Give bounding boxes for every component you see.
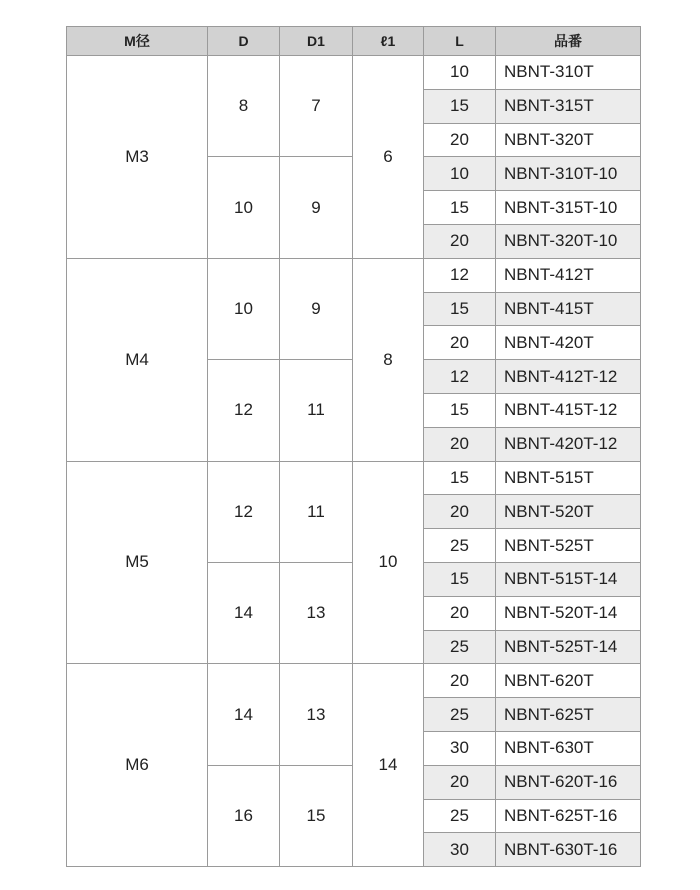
cell-d1: 11 xyxy=(280,461,353,562)
header-d: D xyxy=(208,27,280,56)
cell-d1: 7 xyxy=(280,56,353,157)
cell-l: 20 xyxy=(424,596,496,630)
cell-d1: 13 xyxy=(280,664,353,765)
header-part-number: 品番 xyxy=(496,27,641,56)
cell-part-number: NBNT-415T xyxy=(496,292,641,326)
cell-part-number: NBNT-515T-14 xyxy=(496,562,641,596)
cell-l1: 8 xyxy=(353,258,424,461)
cell-l: 25 xyxy=(424,698,496,732)
cell-l: 30 xyxy=(424,731,496,765)
cell-d1: 15 xyxy=(280,765,353,866)
header-row xyxy=(67,27,641,56)
cell-l: 20 xyxy=(424,224,496,258)
table-row xyxy=(67,664,641,698)
cell-part-number: NBNT-420T-12 xyxy=(496,427,641,461)
cell-l: 20 xyxy=(424,326,496,360)
cell-d1: 11 xyxy=(280,360,353,461)
cell-d: 10 xyxy=(208,258,280,359)
cell-l1: 10 xyxy=(353,461,424,664)
cell-d: 12 xyxy=(208,360,280,461)
cell-part-number: NBNT-515T xyxy=(496,461,641,495)
cell-part-number: NBNT-630T-16 xyxy=(496,833,641,867)
cell-l: 20 xyxy=(424,495,496,529)
cell-l: 15 xyxy=(424,89,496,123)
cell-part-number: NBNT-420T xyxy=(496,326,641,360)
cell-l: 20 xyxy=(424,123,496,157)
cell-part-number: NBNT-620T xyxy=(496,664,641,698)
cell-l: 12 xyxy=(424,258,496,292)
cell-l: 15 xyxy=(424,292,496,326)
cell-part-number: NBNT-415T-12 xyxy=(496,393,641,427)
cell-part-number: NBNT-310T xyxy=(496,56,641,90)
table-row xyxy=(67,258,641,292)
cell-part-number: NBNT-520T-14 xyxy=(496,596,641,630)
cell-part-number: NBNT-315T-10 xyxy=(496,191,641,225)
cell-l: 25 xyxy=(424,799,496,833)
cell-d: 14 xyxy=(208,664,280,765)
cell-m-diameter: M5 xyxy=(67,461,208,664)
cell-part-number: NBNT-412T-12 xyxy=(496,360,641,394)
cell-part-number: NBNT-315T xyxy=(496,89,641,123)
cell-d: 10 xyxy=(208,157,280,258)
table-body xyxy=(67,56,641,867)
cell-l1: 14 xyxy=(353,664,424,867)
cell-m-diameter: M6 xyxy=(67,664,208,867)
cell-d: 8 xyxy=(208,56,280,157)
cell-d1: 13 xyxy=(280,562,353,663)
cell-part-number: NBNT-412T xyxy=(496,258,641,292)
cell-l: 20 xyxy=(424,664,496,698)
cell-l: 25 xyxy=(424,529,496,563)
cell-m-diameter: M3 xyxy=(67,56,208,259)
cell-l: 20 xyxy=(424,765,496,799)
cell-part-number: NBNT-320T xyxy=(496,123,641,157)
cell-l: 12 xyxy=(424,360,496,394)
cell-l: 15 xyxy=(424,562,496,596)
cell-part-number: NBNT-525T xyxy=(496,529,641,563)
header-l1: ℓ1 xyxy=(353,27,424,56)
cell-part-number: NBNT-320T-10 xyxy=(496,224,641,258)
cell-d: 12 xyxy=(208,461,280,562)
header-m-diameter: M径 xyxy=(67,27,208,56)
cell-part-number: NBNT-310T-10 xyxy=(496,157,641,191)
cell-part-number: NBNT-520T xyxy=(496,495,641,529)
cell-l: 10 xyxy=(424,157,496,191)
cell-l: 15 xyxy=(424,461,496,495)
cell-l: 15 xyxy=(424,191,496,225)
cell-l1: 6 xyxy=(353,56,424,259)
cell-d: 14 xyxy=(208,562,280,663)
spec-table xyxy=(66,26,641,867)
cell-d1: 9 xyxy=(280,157,353,258)
table-row xyxy=(67,461,641,495)
cell-part-number: NBNT-625T xyxy=(496,698,641,732)
cell-l: 25 xyxy=(424,630,496,664)
cell-part-number: NBNT-525T-14 xyxy=(496,630,641,664)
cell-m-diameter: M4 xyxy=(67,258,208,461)
header-l: L xyxy=(424,27,496,56)
table-header xyxy=(67,27,641,56)
cell-d: 16 xyxy=(208,765,280,866)
cell-l: 30 xyxy=(424,833,496,867)
cell-part-number: NBNT-625T-16 xyxy=(496,799,641,833)
cell-part-number: NBNT-630T xyxy=(496,731,641,765)
cell-l: 20 xyxy=(424,427,496,461)
header-d1: D1 xyxy=(280,27,353,56)
cell-l: 15 xyxy=(424,393,496,427)
table-row xyxy=(67,56,641,90)
cell-d1: 9 xyxy=(280,258,353,359)
cell-part-number: NBNT-620T-16 xyxy=(496,765,641,799)
cell-l: 10 xyxy=(424,56,496,90)
